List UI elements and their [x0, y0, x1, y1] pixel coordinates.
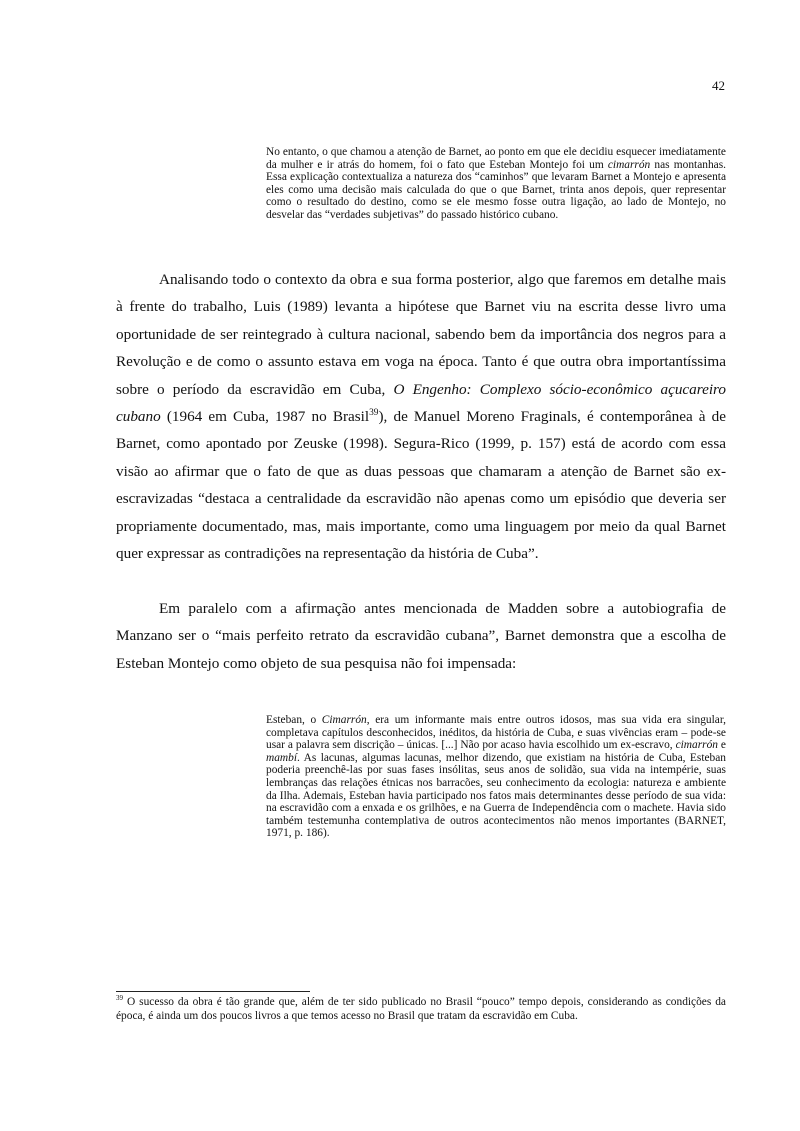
quote-text: nas montanhas. Essa explicação contextualiza a natureza dos “caminhos” que levaram Barnet a Montejo e apresenta eles como uma decisão mais calculada do que o que Barnet, trinta anos depois, quer representar como o resultado do destino, como se ele mesmo fosse outra ligação, ao lado de Montejo, no desvelar das “verdades subjetivas” do passado histórico cubano. — [266, 158, 726, 221]
book-title: O Engenho: Complexo sócio-econômico açucareiro cubano — [116, 380, 726, 426]
footnote-separator — [116, 991, 310, 992]
quote-text: e — [717, 739, 726, 752]
quote-text: Esteban, o — [266, 714, 322, 726]
footnote-number: 39 — [116, 994, 124, 1003]
quote-emphasis: cimarrón — [675, 739, 718, 752]
block-quote-barnet-montejo — [266, 146, 726, 222]
paragraph-text: Analisando todo o contexto da obra e sua forma posterior, algo que faremos em detalhe mais à frente do trabalho, Luis (1989) levanta a hipótese que Barnet viu na escrita desse livro uma oportunidade de ser reintegrado à cultura nacional, sabendo bem da importância dos negros para a Revolução e de como o assunto estava em voga na época. Tanto é que outra obra importantíssima sobre o período da escravidão em Cuba, — [116, 271, 726, 398]
footnote-text: O sucesso da obra é tão grande que, além de ter sido publicado no Brasil “pouco” tempo depois, considerando as condições da época, é ainda um dos poucos livros a que temos acesso no Brasil que tratam da escravidão em Cuba. — [116, 996, 726, 1022]
body-paragraph-madden — [116, 595, 726, 677]
footnote-reference[interactable]: 39 — [369, 407, 379, 418]
page-number: 42 — [712, 78, 725, 93]
quote-emphasis: Cimarrón — [321, 714, 367, 726]
paragraph-text: (1964 em Cuba, 1987 no Brasil — [160, 408, 370, 426]
quote-emphasis: mambí — [266, 751, 298, 764]
block-quote-barnet-1971 — [266, 714, 726, 840]
quote-emphasis: cimarrón — [607, 158, 651, 171]
quote-text: . As lacunas, algumas lacunas, melhor dizendo, que existiam na história de Cuba, Esteban poderia preenchê-las por suas fases insólitas, seus anos de solidão, sua vida na intempérie, suas lembranças das relações étnicas nos barracões, seu conhecimento da ecologia: natureza e ambiente da Ilha. Ademais, Esteban havia participado nos fatos mais determinantes desse período de sua vida: na escravidão com a enxada e os grilhões, e na Guerra de Independência com o machete. Havia sido também testemunha contemplativa de outros acontecimentos não menos importantes (BARNET, 1971, p. 186). — [266, 751, 726, 840]
paragraph-text: Em paralelo com a afirmação antes mencionada de Madden sobre a autobiografia de Manzano ser o “mais perfeito retrato da escravidão cubana”, Barnet demonstra que a escolha de Esteban Montejo como objeto de sua pesquisa não foi impensada: — [116, 600, 726, 672]
paragraph-text: ), de Manuel Moreno Fraginals, é contemporânea à de Barnet, como apontado por Zeuske (1998). Segura-Rico (1999, p. 157) está de acordo com essa visão ao afirmar que o fato de que as duas pessoas que chamaram a atenção de Barnet são ex-escravizadas “destaca a centralidade da escravidão não apenas como um episódio que deveria ser propriamente documentado, mas, mais importante, como uma linguagem por meio da qual Barnet quer expressar as contradições na representação da história de Cuba”. — [116, 408, 726, 563]
quote-text: , era um informante mais entre outros idosos, mas sua vida era singular, completava capítulos desconhecidos, inéditos, da história de Cuba, e suas vivências eram – pode-se usar a palavra sem discrição – únicas. [...] Não por acaso havia escolhido um ex-escravo, — [266, 714, 727, 752]
footnote-39 — [116, 996, 726, 1023]
body-paragraph-analysis — [116, 266, 726, 567]
quote-text: No entanto, o que chamou a atenção de Barnet, ao ponto em que ele decidiu esquecer imediatamente da mulher e ir atrás do homem, foi o fato que Esteban Montejo foi um — [266, 146, 726, 171]
